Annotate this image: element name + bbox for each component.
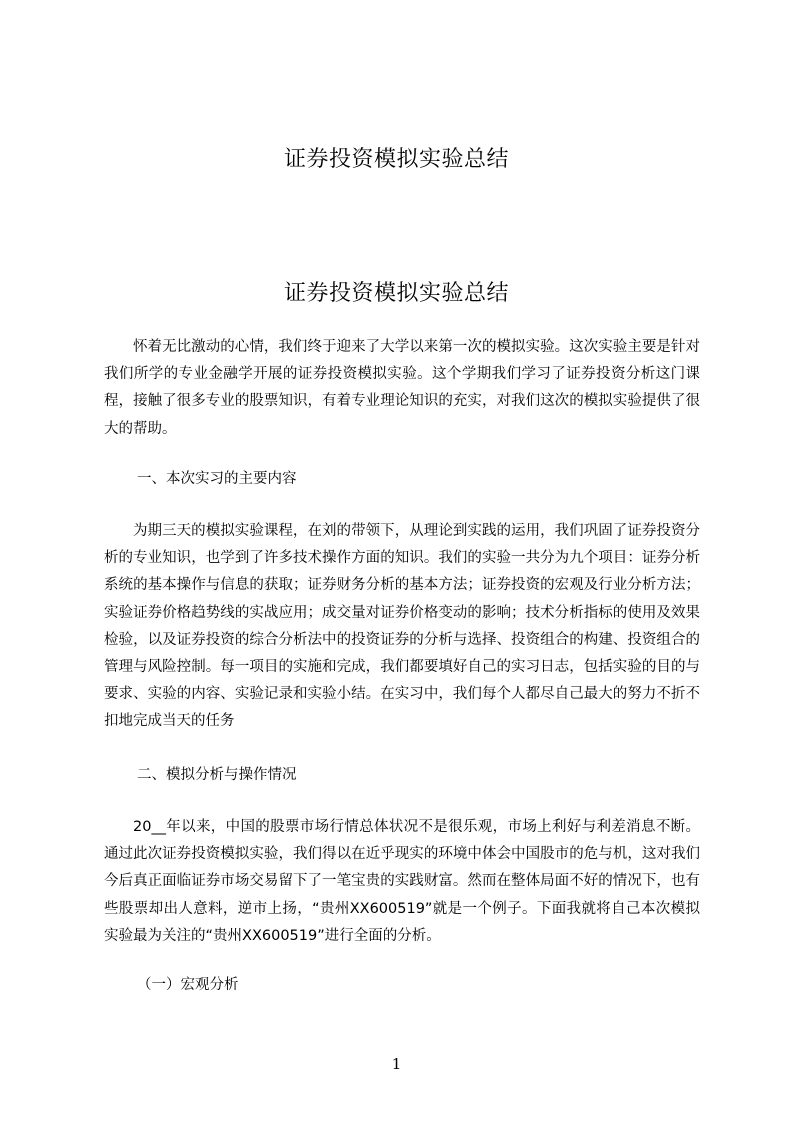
section1-paragraph: 为期三天的模拟实验课程，在刘的带领下，从理论到实践的运用，我们巩固了证券投资分析的专业知识，也学到了许多技术操作方面的知识。我们的实验一共分为九个项目：证券分析系统的基本操作与信息的获取；证券财务分析的基本方法；证券投资的宏观及行业分析方法；实验证券价格趋势线的实战应用；成交量对证券价格变动的影响；技术分析指标的使用及效果检验，以及证券投资的综合分析法中的投资证券的分析与选择、投资组合的构建、投资组合的管理与风险控制。每一项目的实施和完成，我们都要填好自己的实习日志，包括实验的目的与要求、实验的内容、实验记录和实验小结。在实习中，我们每个人都尽自己最大的努力不折不扣地完成当天的任务 [104,523,700,730]
subsection-heading-1: （一）宏观分析 [137,977,239,993]
section-heading-2: 二、模拟分析与操作情况 [137,767,297,783]
document-title: 证券投资模拟实验总结 [283,281,509,306]
section-heading-1: 一、本次实习的主要内容 [137,471,297,487]
page-number: 1 [391,1055,402,1073]
cover-title: 证券投资模拟实验总结 [283,147,509,172]
intro-paragraph: 怀着无比激动的心情，我们终于迎来了大学以来第一次的模拟实验。这次实验主要是针对我们所学的专业金融学开展的证券投资模拟实验。这个学期我们学习了证券投资分析这门课程，接触了很多专业的股票知识，有着专业理论知识的充实，对我们这次的模拟实验提供了很大的帮助。 [104,339,700,437]
section2-paragraph: 20__年以来，中国的股票市场行情总体状况不是很乐观，市场上利好与利差消息不断。通过此次证券投资模拟实验，我们得以在近乎现实的环境中体会中国股市的危与机，这对我们今后真正面临证券市场交易留下了一笔宝贵的实践财富。然而在整体局面不好的情况下，也有些股票却出人意料，逆市上扬，“贵州XX600519”就是一个例子。下面我就将自己本次模拟实验最为关注的“贵州XX600519”进行全面的分析。 [104,819,700,944]
